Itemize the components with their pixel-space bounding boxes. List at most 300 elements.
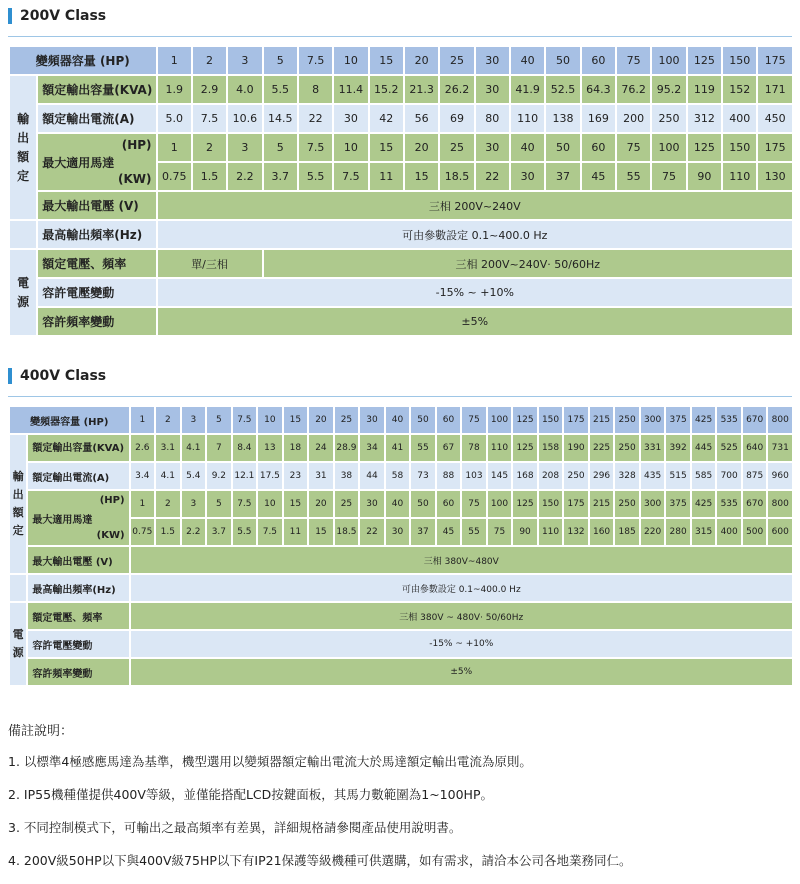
side-spacer (10, 221, 36, 248)
hp-cell: 2 (156, 407, 180, 433)
volt-tol-label: 容許電壓變動 (28, 631, 128, 657)
motor-hp-cell: 7.5 (299, 134, 332, 161)
motor-hp-cell: 5 (207, 491, 231, 517)
motor-hp-cell: 125 (688, 134, 721, 161)
kva-cell: 67 (437, 435, 461, 461)
max-freq-value: 可由參數設定 0.1~400.0 Hz (158, 221, 792, 248)
hp-cell: 535 (717, 407, 741, 433)
motor-hp-cell: 5 (264, 134, 297, 161)
motor-kw-cell: 500 (743, 519, 767, 545)
motor-kw-cell: 315 (692, 519, 716, 545)
kva-cell: 1.9 (158, 76, 191, 103)
motor-kw-cell: 3.7 (207, 519, 231, 545)
hp-cell: 20 (405, 47, 438, 74)
hp-cell: 40 (511, 47, 544, 74)
motor-kw-cell: 7.5 (258, 519, 282, 545)
motor-kw-cell: 3.7 (264, 163, 297, 190)
max-voltage-label: 最大輸出電壓 (V) (38, 192, 155, 219)
kva-cell: 11.4 (334, 76, 367, 103)
current-cell: 250 (564, 463, 588, 489)
hp-cell: 3 (228, 47, 261, 74)
kva-cell: 640 (743, 435, 767, 461)
hp-cell: 15 (284, 407, 308, 433)
current-cell: 23 (284, 463, 308, 489)
motor-hp-cell: 15 (284, 491, 308, 517)
hp-cell: 5 (207, 407, 231, 433)
current-cell: 328 (615, 463, 639, 489)
current-cell: 515 (666, 463, 690, 489)
current-cell: 169 (582, 105, 615, 132)
motor-kw-cell: 0.75 (158, 163, 191, 190)
group-char: 出 (12, 488, 24, 501)
rated-vf-value: 三相 200V~240V‧ 50/60Hz (264, 250, 792, 277)
motor-kw-cell: 2.2 (228, 163, 261, 190)
kva-cell: 331 (641, 435, 665, 461)
kva-cell: 95.2 (652, 76, 685, 103)
hp-cell: 100 (488, 407, 512, 433)
motor-kw-cell: 15 (309, 519, 333, 545)
heading-accent-bar (8, 8, 12, 24)
kva-cell: 52.5 (546, 76, 579, 103)
max-freq-label: 最高輸出頻率(Hz) (28, 575, 128, 601)
spec-table-200v (8, 45, 794, 337)
group-char: 輸 (12, 470, 24, 483)
hp-cell: 1 (158, 47, 191, 74)
kva-cell: 158 (539, 435, 563, 461)
kva-row (10, 76, 792, 103)
note-item: 2. IP55機種僅提供400V等級，並僅能搭配LCD按鍵面板，其馬力數範圍為1~100HP。 (8, 787, 493, 802)
motor-kw-cell: 1.5 (156, 519, 180, 545)
kva-cell: 2.6 (131, 435, 155, 461)
kva-cell: 55 (411, 435, 435, 461)
hp-cell: 10 (334, 47, 367, 74)
hp-cell: 10 (258, 407, 282, 433)
motor-kw-cell: 75 (488, 519, 512, 545)
hp-cell: 215 (590, 407, 614, 433)
motor-kw-cell: 185 (615, 519, 639, 545)
motor-kw-cell: 15 (405, 163, 438, 190)
motor-kw-cell: 18.5 (440, 163, 473, 190)
divider-200v (8, 36, 792, 37)
motor-hp-cell: 40 (511, 134, 544, 161)
motor-kw-cell: 11 (284, 519, 308, 545)
section-heading-400v (8, 368, 106, 384)
group-char: 輸 (17, 111, 30, 126)
rated-vf-label: 額定電壓、頻率 (28, 603, 128, 629)
motor-kw-cell: 220 (641, 519, 665, 545)
motor-kw-cell: 22 (360, 519, 384, 545)
motor-kw-cell: 5.5 (299, 163, 332, 190)
freq-tol-row (10, 659, 792, 685)
current-cell: 145 (488, 463, 512, 489)
motor-hp-row (10, 134, 792, 161)
unit-kw: (KW) (96, 530, 125, 541)
current-label: 額定輸出電流(A) (28, 463, 128, 489)
hp-cell: 5 (264, 47, 297, 74)
current-cell: 110 (511, 105, 544, 132)
motor-hp-cell: 30 (360, 491, 384, 517)
motor-kw-cell: 30 (511, 163, 544, 190)
rated-vf-row (10, 250, 792, 277)
current-cell: 10.6 (228, 105, 261, 132)
section-heading-200v (8, 8, 106, 24)
motor-hp-cell: 7.5 (233, 491, 257, 517)
kva-label: 額定輸出容量(KVA) (38, 76, 155, 103)
hp-cell: 175 (564, 407, 588, 433)
hp-cell: 125 (513, 407, 537, 433)
freq-tol-row (10, 308, 792, 335)
group-char: 電 (17, 275, 30, 290)
motor-hp-cell: 20 (309, 491, 333, 517)
current-cell: 73 (411, 463, 435, 489)
motor-kw-cell: 30 (386, 519, 410, 545)
hp-cell: 670 (743, 407, 767, 433)
motor-hp-cell: 50 (411, 491, 435, 517)
current-cell: 88 (437, 463, 461, 489)
motor-label: 最大適用馬達 (32, 514, 93, 526)
spec-table-400v (8, 405, 794, 687)
motor-kw-cell: 90 (513, 519, 537, 545)
motor-hp-cell: 15 (370, 134, 403, 161)
motor-hp-cell: 20 (405, 134, 438, 161)
max-freq-row (10, 221, 792, 248)
motor-hp-cell: 100 (488, 491, 512, 517)
hp-cell: 300 (641, 407, 665, 433)
rated-vf-label: 額定電壓、頻率 (38, 250, 155, 277)
motor-kw-cell: 45 (582, 163, 615, 190)
motor-kw-cell: 2.2 (182, 519, 206, 545)
kva-cell: 41.9 (511, 76, 544, 103)
volt-tol-row (10, 631, 792, 657)
freq-tol-value: ±5% (158, 308, 792, 335)
hp-cell: 30 (360, 407, 384, 433)
kva-cell: 78 (462, 435, 486, 461)
max-voltage-label: 最大輸出電壓 (V) (28, 547, 128, 573)
kva-cell: 76.2 (617, 76, 650, 103)
kva-cell: 4.1 (182, 435, 206, 461)
power-group-label (10, 250, 36, 335)
section-title-200v: 200V Class (20, 8, 107, 24)
motor-hp-cell: 75 (462, 491, 486, 517)
rated-vf-value: 三相 380V ~ 480V‧ 50/60Hz (131, 603, 792, 629)
group-char: 定 (12, 524, 24, 537)
motor-hp-cell: 3 (182, 491, 206, 517)
current-cell: 14.5 (264, 105, 297, 132)
kva-cell: 125 (513, 435, 537, 461)
max-voltage-value: 三相 380V~480V (131, 547, 792, 573)
max-voltage-value: 三相 200V~240V (158, 192, 792, 219)
kva-cell: 525 (717, 435, 741, 461)
current-cell: 296 (590, 463, 614, 489)
hp-cell: 150 (723, 47, 756, 74)
current-cell: 4.1 (156, 463, 180, 489)
current-cell: 31 (309, 463, 333, 489)
motor-kw-cell: 18.5 (335, 519, 359, 545)
volt-tol-value: -15% ~ +10% (158, 279, 792, 306)
kva-cell: 15.2 (370, 76, 403, 103)
motor-kw-cell: 0.75 (131, 519, 155, 545)
motor-kw-cell: 22 (476, 163, 509, 190)
group-char: 源 (17, 294, 30, 309)
output-rating-group-label (10, 76, 36, 219)
current-cell: 56 (405, 105, 438, 132)
motor-hp-cell: 60 (437, 491, 461, 517)
current-cell: 12.1 (233, 463, 257, 489)
group-char: 額 (17, 149, 30, 164)
current-cell: 58 (386, 463, 410, 489)
group-char: 電 (12, 628, 24, 641)
motor-hp-cell: 300 (641, 491, 665, 517)
hp-cell: 25 (335, 407, 359, 433)
motor-kw-cell: 130 (758, 163, 792, 190)
freq-tol-label: 容許頻率變動 (38, 308, 155, 335)
current-row (10, 105, 792, 132)
kva-cell: 18 (284, 435, 308, 461)
group-char: 源 (12, 646, 24, 659)
hp-cell: 15 (370, 47, 403, 74)
motor-hp-cell: 175 (758, 134, 792, 161)
heading-accent-bar (8, 368, 12, 384)
hp-cell: 30 (476, 47, 509, 74)
freq-tol-label: 容許頻率變動 (28, 659, 128, 685)
hp-cell: 175 (758, 47, 792, 74)
divider-400v (8, 396, 792, 397)
kva-cell: 225 (590, 435, 614, 461)
volt-tol-value: -15% ~ +10% (131, 631, 792, 657)
kva-cell: 28.9 (335, 435, 359, 461)
header-label: 變頻器容量 (HP) (10, 407, 129, 433)
notes-section (8, 720, 792, 884)
hp-cell: 7.5 (299, 47, 332, 74)
current-cell: 5.4 (182, 463, 206, 489)
kva-cell: 8 (299, 76, 332, 103)
motor-kw-cell: 75 (652, 163, 685, 190)
current-cell: 585 (692, 463, 716, 489)
kva-cell: 7 (207, 435, 231, 461)
output-rating-group-label (10, 435, 26, 573)
kva-cell: 34 (360, 435, 384, 461)
current-cell: 103 (462, 463, 486, 489)
current-label: 額定輸出電流(A) (38, 105, 155, 132)
kva-label: 額定輸出容量(KVA) (28, 435, 128, 461)
hp-cell: 60 (582, 47, 615, 74)
header-row (10, 47, 792, 74)
hp-cell: 800 (768, 407, 792, 433)
motor-hp-cell: 60 (582, 134, 615, 161)
hp-cell: 425 (692, 407, 716, 433)
rated-vf-row (10, 603, 792, 629)
hp-cell: 50 (546, 47, 579, 74)
group-char: 定 (17, 168, 30, 183)
max-voltage-row (10, 547, 792, 573)
note-item: 1. 以標準4極感應馬達為基準，機型選用以變頻器額定輸出電流大於馬達額定輸出電流為原則。 (8, 754, 532, 769)
kva-cell: 119 (688, 76, 721, 103)
kva-cell: 5.5 (264, 76, 297, 103)
motor-hp-cell: 150 (539, 491, 563, 517)
current-cell: 700 (717, 463, 741, 489)
motor-hp-cell: 2 (156, 491, 180, 517)
section-title-400v: 400V Class (20, 368, 107, 384)
motor-hp-cell: 375 (666, 491, 690, 517)
max-freq-label: 最高輸出頻率(Hz) (38, 221, 155, 248)
motor-hp-cell: 150 (723, 134, 756, 161)
current-cell: 38 (335, 463, 359, 489)
side-spacer (10, 575, 26, 601)
motor-label: 最大適用馬達 (42, 155, 115, 170)
hp-cell: 125 (688, 47, 721, 74)
motor-kw-cell: 37 (546, 163, 579, 190)
kva-row (10, 435, 792, 461)
motor-kw-cell: 400 (717, 519, 741, 545)
motor-hp-cell: 10 (334, 134, 367, 161)
motor-kw-cell: 45 (437, 519, 461, 545)
motor-kw-cell: 37 (411, 519, 435, 545)
motor-hp-cell: 670 (743, 491, 767, 517)
motor-hp-cell: 1 (131, 491, 155, 517)
kva-cell: 64.3 (582, 76, 615, 103)
motor-kw-cell: 5.5 (233, 519, 257, 545)
kva-cell: 250 (615, 435, 639, 461)
current-cell: 7.5 (193, 105, 226, 132)
current-cell: 312 (688, 105, 721, 132)
current-cell: 960 (768, 463, 792, 489)
kva-cell: 190 (564, 435, 588, 461)
motor-kw-cell: 11 (370, 163, 403, 190)
kva-cell: 110 (488, 435, 512, 461)
current-row (10, 463, 792, 489)
current-cell: 44 (360, 463, 384, 489)
unit-hp: (HP) (121, 138, 152, 152)
motor-kw-cell: 1.5 (193, 163, 226, 190)
volt-tol-label: 容許電壓變動 (38, 279, 155, 306)
kva-cell: 4.0 (228, 76, 261, 103)
current-cell: 875 (743, 463, 767, 489)
current-cell: 435 (641, 463, 665, 489)
group-char: 出 (17, 130, 30, 145)
group-char: 額 (12, 506, 24, 519)
current-cell: 168 (513, 463, 537, 489)
motor-hp-cell: 800 (768, 491, 792, 517)
motor-kw-cell: 110 (723, 163, 756, 190)
motor-kw-cell: 110 (539, 519, 563, 545)
motor-hp-cell: 175 (564, 491, 588, 517)
kva-cell: 392 (666, 435, 690, 461)
motor-hp-cell: 425 (692, 491, 716, 517)
freq-tol-value: ±5% (131, 659, 792, 685)
kva-cell: 731 (768, 435, 792, 461)
current-cell: 450 (758, 105, 792, 132)
current-cell: 208 (539, 463, 563, 489)
motor-hp-cell: 3 (228, 134, 261, 161)
rated-vf-single: 單/三相 (158, 250, 262, 277)
motor-kw-cell: 55 (462, 519, 486, 545)
motor-hp-cell: 535 (717, 491, 741, 517)
motor-hp-cell: 40 (386, 491, 410, 517)
motor-hp-cell: 100 (652, 134, 685, 161)
hp-cell: 1 (131, 407, 155, 433)
motor-label-cell (38, 134, 155, 190)
kva-cell: 171 (758, 76, 792, 103)
kva-cell: 152 (723, 76, 756, 103)
hp-cell: 60 (437, 407, 461, 433)
motor-kw-cell: 132 (564, 519, 588, 545)
note-item: 3. 不同控制模式下，可輸出之最高頻率有差異，詳細規格請參閱產品使用說明書。 (8, 820, 462, 835)
hp-cell: 20 (309, 407, 333, 433)
current-cell: 250 (652, 105, 685, 132)
motor-hp-cell: 75 (617, 134, 650, 161)
current-cell: 9.2 (207, 463, 231, 489)
kva-cell: 3.1 (156, 435, 180, 461)
motor-label-cell (28, 491, 128, 545)
kva-cell: 41 (386, 435, 410, 461)
motor-hp-cell: 215 (590, 491, 614, 517)
motor-hp-cell: 25 (335, 491, 359, 517)
kva-cell: 8.4 (233, 435, 257, 461)
kva-cell: 21.3 (405, 76, 438, 103)
motor-hp-cell: 30 (476, 134, 509, 161)
motor-hp-cell: 125 (513, 491, 537, 517)
volt-tol-row (10, 279, 792, 306)
motor-hp-cell: 1 (158, 134, 191, 161)
hp-cell: 40 (386, 407, 410, 433)
motor-hp-cell: 25 (440, 134, 473, 161)
motor-hp-cell: 50 (546, 134, 579, 161)
current-cell: 200 (617, 105, 650, 132)
current-cell: 17.5 (258, 463, 282, 489)
hp-cell: 3 (182, 407, 206, 433)
motor-kw-cell: 55 (617, 163, 650, 190)
motor-hp-cell: 2 (193, 134, 226, 161)
max-voltage-row (10, 192, 792, 219)
motor-kw-cell: 7.5 (334, 163, 367, 190)
hp-cell: 375 (666, 407, 690, 433)
current-cell: 22 (299, 105, 332, 132)
kva-cell: 2.9 (193, 76, 226, 103)
hp-cell: 75 (617, 47, 650, 74)
note-item: 4. 200V級50HP以下與400V級75HP以下有IP21保護等級機種可供選購，如有需求，請洽本公司各地業務同仁。 (8, 853, 632, 868)
hp-cell: 75 (462, 407, 486, 433)
power-group-label (10, 603, 26, 685)
current-cell: 69 (440, 105, 473, 132)
motor-kw-cell: 280 (666, 519, 690, 545)
header-row (10, 407, 792, 433)
current-cell: 5.0 (158, 105, 191, 132)
motor-kw-cell: 600 (768, 519, 792, 545)
hp-cell: 150 (539, 407, 563, 433)
motor-kw-cell: 160 (590, 519, 614, 545)
hp-cell: 100 (652, 47, 685, 74)
hp-cell: 25 (440, 47, 473, 74)
notes-title: 備註說明： (8, 724, 74, 739)
unit-kw: (KW) (118, 172, 152, 186)
kva-cell: 445 (692, 435, 716, 461)
kva-cell: 13 (258, 435, 282, 461)
hp-cell: 7.5 (233, 407, 257, 433)
motor-hp-row (10, 491, 792, 517)
max-freq-row (10, 575, 792, 601)
motor-hp-cell: 250 (615, 491, 639, 517)
kva-cell: 30 (476, 76, 509, 103)
current-cell: 80 (476, 105, 509, 132)
current-cell: 3.4 (131, 463, 155, 489)
unit-hp: (HP) (99, 495, 125, 506)
current-cell: 400 (723, 105, 756, 132)
hp-cell: 250 (615, 407, 639, 433)
header-label: 變頻器容量 (HP) (10, 47, 156, 74)
kva-cell: 24 (309, 435, 333, 461)
motor-kw-cell: 90 (688, 163, 721, 190)
kva-cell: 26.2 (440, 76, 473, 103)
